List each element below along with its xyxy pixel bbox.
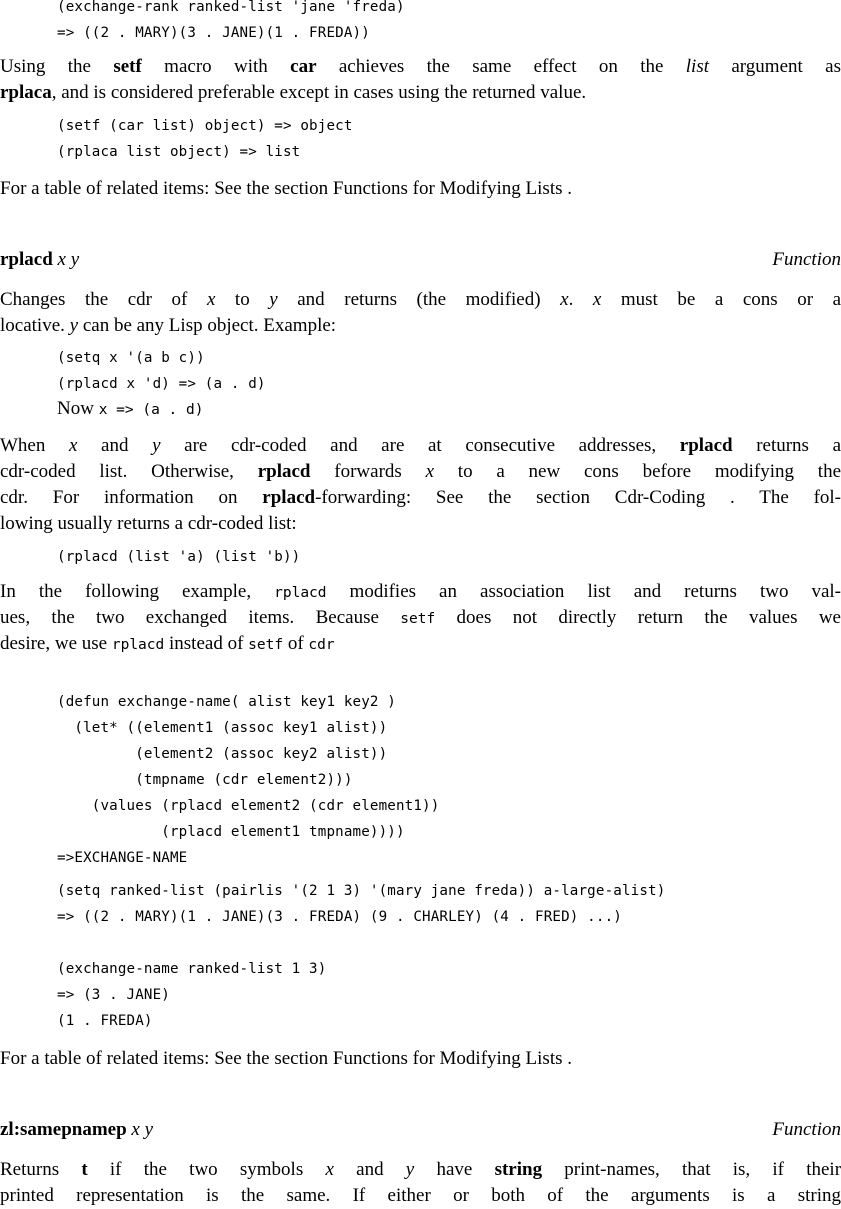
code-line: (element2 (assoc key2 alist)) bbox=[57, 746, 388, 762]
function-args: x y bbox=[131, 1119, 154, 1140]
code-line: Now x => (a . d) bbox=[57, 398, 204, 419]
code-line: (rplacd (list 'a) (list 'b)) bbox=[57, 549, 301, 565]
paragraph-line: cdr. For information on rplacd-forwarding: See the section Cdr-Coding . The fol- bbox=[0, 487, 841, 508]
paragraph-line: cdr-coded list. Otherwise, rplacd forwards x to a new cons before modifying the bbox=[0, 461, 841, 482]
code-line: (values (rplacd element2 (cdr element1)) bbox=[57, 798, 440, 814]
code-line: (exchange-rank ranked-list 'jane 'freda) bbox=[57, 0, 405, 15]
function-name: zl:samepnamep bbox=[0, 1119, 127, 1140]
related-items-line: For a table of related items: See the section Functions for Modifying Lists . bbox=[0, 178, 573, 199]
related-items-line: For a table of related items: See the section Functions for Modifying Lists . bbox=[0, 1048, 573, 1069]
code-line: (defun exchange-name( alist key1 key2 ) bbox=[57, 694, 396, 710]
function-args: x y bbox=[57, 249, 80, 270]
code-line: (rplacd x 'd) => (a . d) bbox=[57, 376, 266, 392]
paragraph-line: lowing usually returns a cdr-coded list: bbox=[0, 513, 297, 534]
paragraph-line: In the following example, rplacd modifies an association list and returns two val- bbox=[0, 581, 841, 602]
code-line: (let* ((element1 (assoc key1 alist)) bbox=[57, 720, 388, 736]
code-line: (setq ranked-list (pairlis '(2 1 3) '(mary jane freda)) a-large-alist) bbox=[57, 883, 666, 899]
code-line: (rplaca list object) => list bbox=[57, 144, 301, 160]
entry-kind: Function bbox=[772, 1119, 841, 1140]
paragraph-line: rplaca, and is considered preferable except in cases using the returned value. bbox=[0, 82, 587, 103]
paragraph-line: Changes the cdr of x to y and returns (the modified) x. x must be a cons or a bbox=[0, 289, 841, 310]
function-name: rplacd bbox=[0, 249, 53, 270]
code-line: (setf (car list) object) => object bbox=[57, 118, 353, 134]
paragraph-line: desire, we use rplacd instead of setf of cdr bbox=[0, 633, 335, 654]
paragraph-line: ues, the two exchanged items. Because setf does not directly return the values we bbox=[0, 607, 841, 628]
code-line: (exchange-name ranked-list 1 3) bbox=[57, 961, 327, 977]
code-line: (tmpname (cdr element2))) bbox=[57, 772, 353, 788]
paragraph-line: locative. y can be any Lisp object. Example: bbox=[0, 315, 337, 336]
entry-heading-rplacd bbox=[0, 249, 841, 271]
paragraph-line: printed representation is the same. If either or both of the arguments is a string bbox=[0, 1185, 841, 1206]
code-line: => ((2 . MARY)(3 . JANE)(1 . FREDA)) bbox=[57, 25, 370, 41]
paragraph-line: When x and y are cdr-coded and are at consecutive addresses, rplacd returns a bbox=[0, 435, 841, 456]
code-line: (1 . FREDA) bbox=[57, 1013, 153, 1029]
code-line: => ((2 . MARY)(1 . JANE)(3 . FREDA) (9 . CHARLEY) (4 . FRED) ...) bbox=[57, 909, 622, 925]
paragraph-line: Returns t if the two symbols x and y have string print-names, that is, if their bbox=[0, 1159, 841, 1180]
code-line: =>EXCHANGE-NAME bbox=[57, 850, 188, 866]
code-line: (rplacd element1 tmpname)))) bbox=[57, 824, 405, 840]
entry-heading-samepnamep bbox=[0, 1119, 841, 1141]
entry-kind: Function bbox=[772, 249, 841, 270]
paragraph-line: Using the setf macro with car achieves the same effect on the list argument as bbox=[0, 56, 841, 77]
code-line: => (3 . JANE) bbox=[57, 987, 170, 1003]
code-line: (setq x '(a b c)) bbox=[57, 350, 205, 366]
